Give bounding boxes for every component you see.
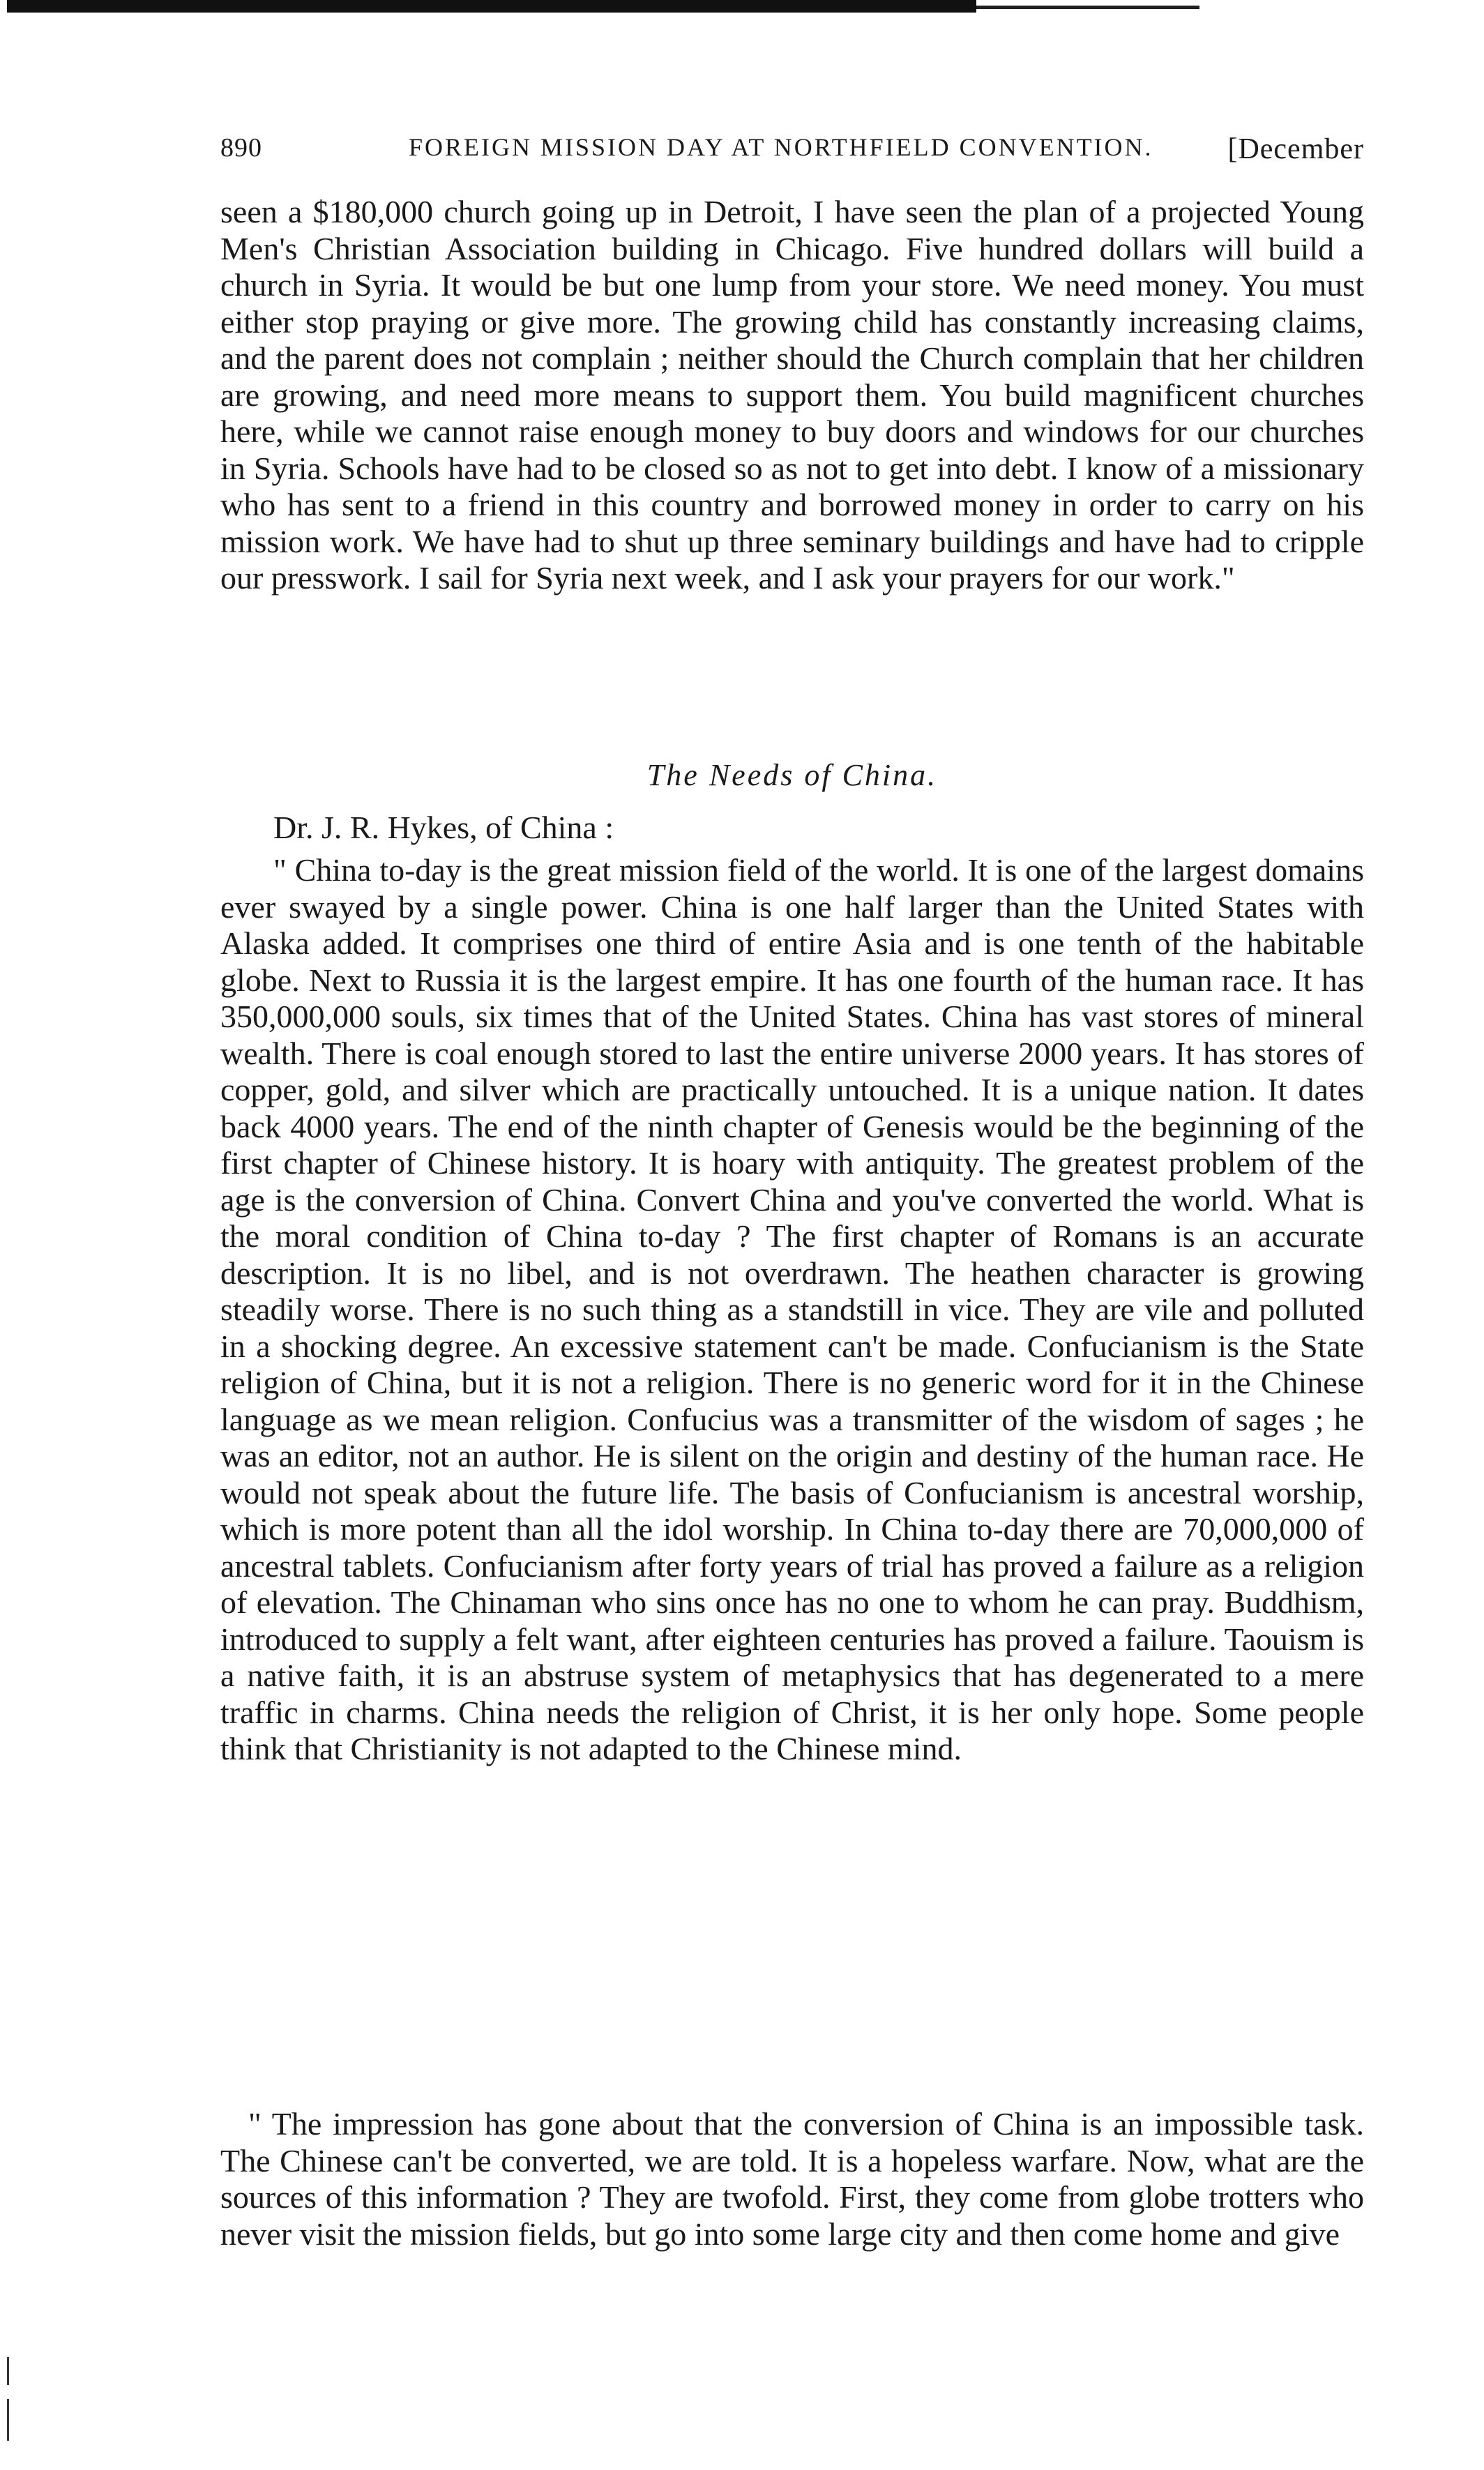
page-number: 890 [220,133,262,162]
running-header [220,132,1364,174]
speaker-line: Dr. J. R. Hykes, of China : [273,810,614,845]
section-heading: The Needs of China. [646,758,938,792]
top-scan-border-thin [976,6,1199,9]
header-month: [December [1227,133,1364,165]
top-scan-border [7,0,976,13]
main-paragraph [220,852,1364,1768]
continuation-paragraph [220,194,1364,597]
running-title: FOREIGN MISSION DAY AT NORTHFIELD CONVENTION. [409,133,1153,161]
main-paragraph-text: " China to-day is the great mission field of the world. It is one of the largest domains ever swayed by a single power. China is one half larger than the United States with Alaska added. It comprises one third of entire Asia and is one tenth of the habitable globe. Next to Russia it is the largest empire. It has one fourth of the human race. It has 350,000,000 souls, six times that of the United States. China has vast stores of mineral wealth. There is coal enough stored to last the entire universe 2000 years. It has stores of copper, gold, and silver which are practically untouched. It is a unique nation. It dates back 4000 years. The end of the ninth chapter of Genesis would be the beginning of the first chapter of Chinese history. It is hoary with antiquity. The greatest problem of the age is the conversion of China. Convert China and you've converted the world. What is the moral condition of China to-day ? The first chapter of Romans is an accurate description. It is no libel, and is not overdrawn. The heathen character is growing steadily worse. There is no such thing as a standstill in vice. They are vile and polluted in a shocking degree. An excessive statement can't be made. Confucianism is the State religion of China, but it is not a religion. There is no generic word for it in the Chinese language as we mean religion. Confucius was a transmitter of the wisdom of sages ; he was an editor, not an author. He is silent on the origin and destiny of the human race. He would not speak about the future life. The basis of Confucianism is ancestral worship, which is more potent than all the idol worship. In China to-day there are 70,000,000 of ancestral tablets. Confucianism after forty years of trial has proved a failure as a religion of elevation. The Chinaman who sins once has no one to whom he can pray. Buddhism, introduced to supply a felt want, after eighteen centuries has proved a failure. Taouism is a native faith, it is an abstruse system of metaphysics that has degenerated to a mere traffic in charms. China needs the religion of Christ, it is her only hope. Some people think that Christianity is not adapted to the Chinese mind. [220,852,1364,1766]
final-paragraph-text: " The impression has gone about that the conversion of China is an impossible task. The Chinese can't be converted, we are told. It is a hopeless warfare. Now, what are the sources of this information ? They are twofold. First, they come from globe trotters who never visit the mission fields, but go into some large city and then come home and give [220,2106,1364,2252]
margin-scan-mark [7,2399,9,2441]
continuation-paragraph-text: seen a $180,000 church going up in Detroit, I have seen the plan of a projected Young Men's Christian Association building in Chicago. Five hundred dollars will build a church in Syria. It would be but one lump from your store. We need money. You must either stop praying or give more. The growing child has constantly increasing claims, and the parent does not complain ; neither should the Church complain that her children are growing, and need more means to support them. You build magnificent churches here, while we cannot raise enough money to buy doors and windows for our churches in Syria. Schools have had to be closed so as not to get into debt. I know of a missionary who has sent to a friend in this country and borrowed money in order to carry on his mission work. We have had to shut up three seminary buildings and have had to cripple our presswork. I sail for Syria next week, and I ask your prayers for our work." [220,194,1364,596]
margin-scan-mark [7,2357,9,2385]
final-paragraph [220,2106,1364,2252]
